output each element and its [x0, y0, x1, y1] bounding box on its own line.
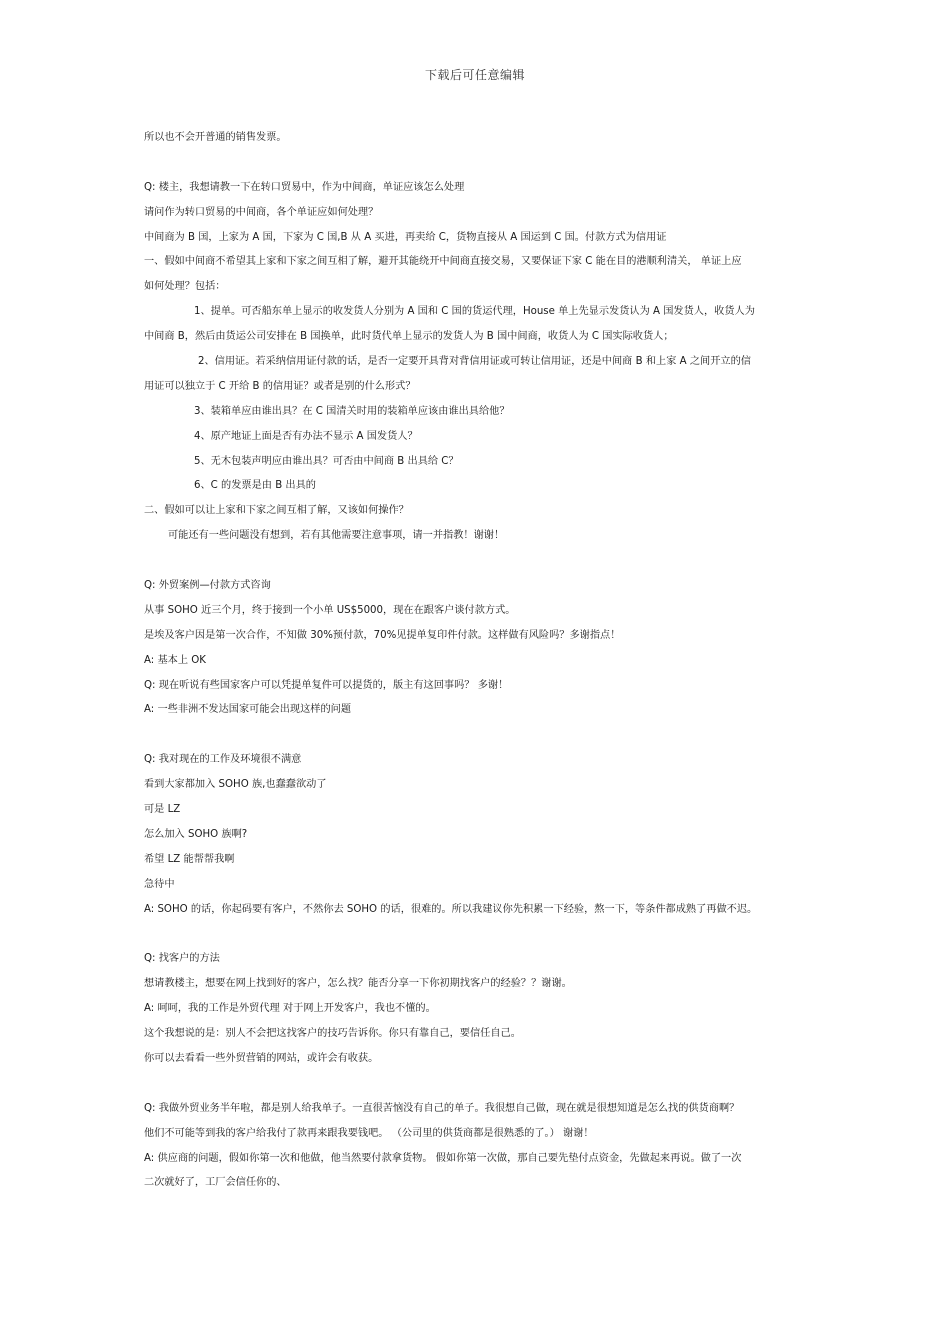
text-line: 可能还有一些问题没有想到，若有其他需要注意事项，请一并指教！谢谢！: [168, 530, 505, 542]
list-item: 6、C 的发票是由 B 出具的: [194, 480, 316, 492]
page-header: 下载后可任意编辑: [424, 68, 525, 82]
list-item: 4、原产地证上面是否有办法不显示 A 国发货人？: [194, 430, 418, 442]
text-line: 这个我想说的是：别人不会把这找客户的技巧告诉你。你只有靠自己，要信任自己。: [144, 1028, 521, 1040]
text-line: 用证可以独立于 C 开给 B 的信用证？或者是别的什么形式？: [144, 380, 416, 392]
question-title: Q: 找客户的方法: [144, 953, 220, 965]
text-line: 中间商 B，然后由货运公司安排在 B 国换单，此时货代单上显示的发货人为 B 国中间商，收货人为 C 国实际收货人；: [144, 331, 674, 343]
answer-line: A: 呵呵，我的工作是外贸代理 对于网上开发客户，我也不懂的。: [144, 1003, 436, 1015]
blank-line: [144, 723, 824, 748]
list-item: 3、装箱单应由谁出具？在 C 国清关时用的装箱单应该由谁出具给他？: [194, 405, 510, 417]
question-line: Q: 现在听说有些国家客户可以凭提单复件可以提货的，版主有这回事吗？ 多谢！: [144, 679, 509, 691]
answer-line: A: 基本上 OK: [144, 654, 206, 666]
text-line: 希望 LZ 能帮帮我啊: [144, 853, 235, 865]
text-line: 急待中: [144, 878, 175, 890]
blank-line: [144, 923, 824, 948]
text-line: 是埃及客户因是第一次合作，不知做 30%预付款，70%见提单复印件付款。这样做有风险吗？多谢指点！: [144, 629, 621, 641]
answer-line: A: 一些非洲不发达国家可能会出现这样的问题: [144, 704, 352, 716]
list-item: 1、提单。可否船东单上显示的收发货人分别为 A 国和 C 国的货运代理，House 单上先显示发货认为 A 国发货人，收货人为: [194, 306, 755, 318]
question-title: Q: 我对现在的工作及环境很不满意: [144, 754, 302, 766]
text-line: 请问作为转口贸易的中间商，各个单证应如何处理？: [144, 206, 379, 218]
answer-line: A: SOHO 的话，你起码要有客户，不然你去 SOHO 的话，很难的。所以我建议你先积累一下经验，熬一下，等条件都成熟了再做不迟。: [144, 903, 758, 915]
question-title: Q: 我做外贸业务半年啦，都是别人给我单子。一直很苦恼没有自己的单子。我很想自己做，现在就是很想知道是怎么找的供货商啊？: [144, 1102, 740, 1114]
blank-line: [144, 151, 824, 176]
question-title: Q: 外贸案例—付款方式咨询: [144, 580, 271, 592]
list-item: 5、无木包装声明应由谁出具？可否由中间商 B 出具给 C？: [194, 455, 459, 467]
text-line: 怎么加入 SOHO 族啊?: [144, 828, 248, 840]
text-line: 中间商为 B 国，上家为 A 国，下家为 C 国,B 从 A 买进，再卖给 C，货物直接从 A 国运到 C 国。付款方式为信用证: [144, 231, 667, 243]
list-item: 2、信用证。若采纳信用证付款的话，是否一定要开具背对背信用证或可转让信用证，还是中间商 B 和上家 A 之间开立的信: [198, 356, 751, 368]
text-line: 二次就好了，工厂会信任你的、: [144, 1177, 287, 1189]
text-line: 从事 SOHO 近三个月，终于接到一个小单 US$5000，现在在跟客户谈付款方式。: [144, 604, 516, 616]
answer-line: A: 供应商的问题，假如你第一次和他做，他当然要付款拿货物。 假如你第一次做，那自己要先垫付点资金，先做起来再说。做了一次: [144, 1152, 742, 1164]
document-body: [144, 126, 824, 1196]
text-line: 看到大家都加入 SOHO 族,也蠢蠢欲动了: [144, 779, 327, 791]
text-line: 你可以去看看一些外贸营销的网站，或许会有收获。: [144, 1052, 379, 1064]
text-line: 可是 LZ: [144, 804, 181, 816]
text-line: 想请教楼主，想要在网上找到好的客户，怎么找？能否分享一下你初期找客户的经验？？谢谢。: [144, 978, 572, 990]
blank-line: [144, 549, 824, 574]
text-line: 所以也不会开普通的销售发票。: [144, 132, 287, 143]
text-line: 二、假如可以让上家和下家之间互相了解，又该如何操作？: [144, 505, 409, 517]
question-title: Q: 楼主，我想请教一下在转口贸易中，作为中间商，单证应该怎么处理: [144, 181, 465, 193]
text-line: 如何处理？包括：: [144, 281, 226, 293]
blank-line: [144, 1072, 824, 1097]
text-line: 他们不可能等到我的客户给我付了款再来跟我要钱吧。 （公司里的供货商都是很熟悉的了。） 谢谢！: [144, 1127, 594, 1139]
text-line: 一、假如中间商不希望其上家和下家之间互相了解，避开其能绕开中间商直接交易，又要保证下家 C 能在目的港顺利清关， 单证上应: [144, 256, 742, 268]
